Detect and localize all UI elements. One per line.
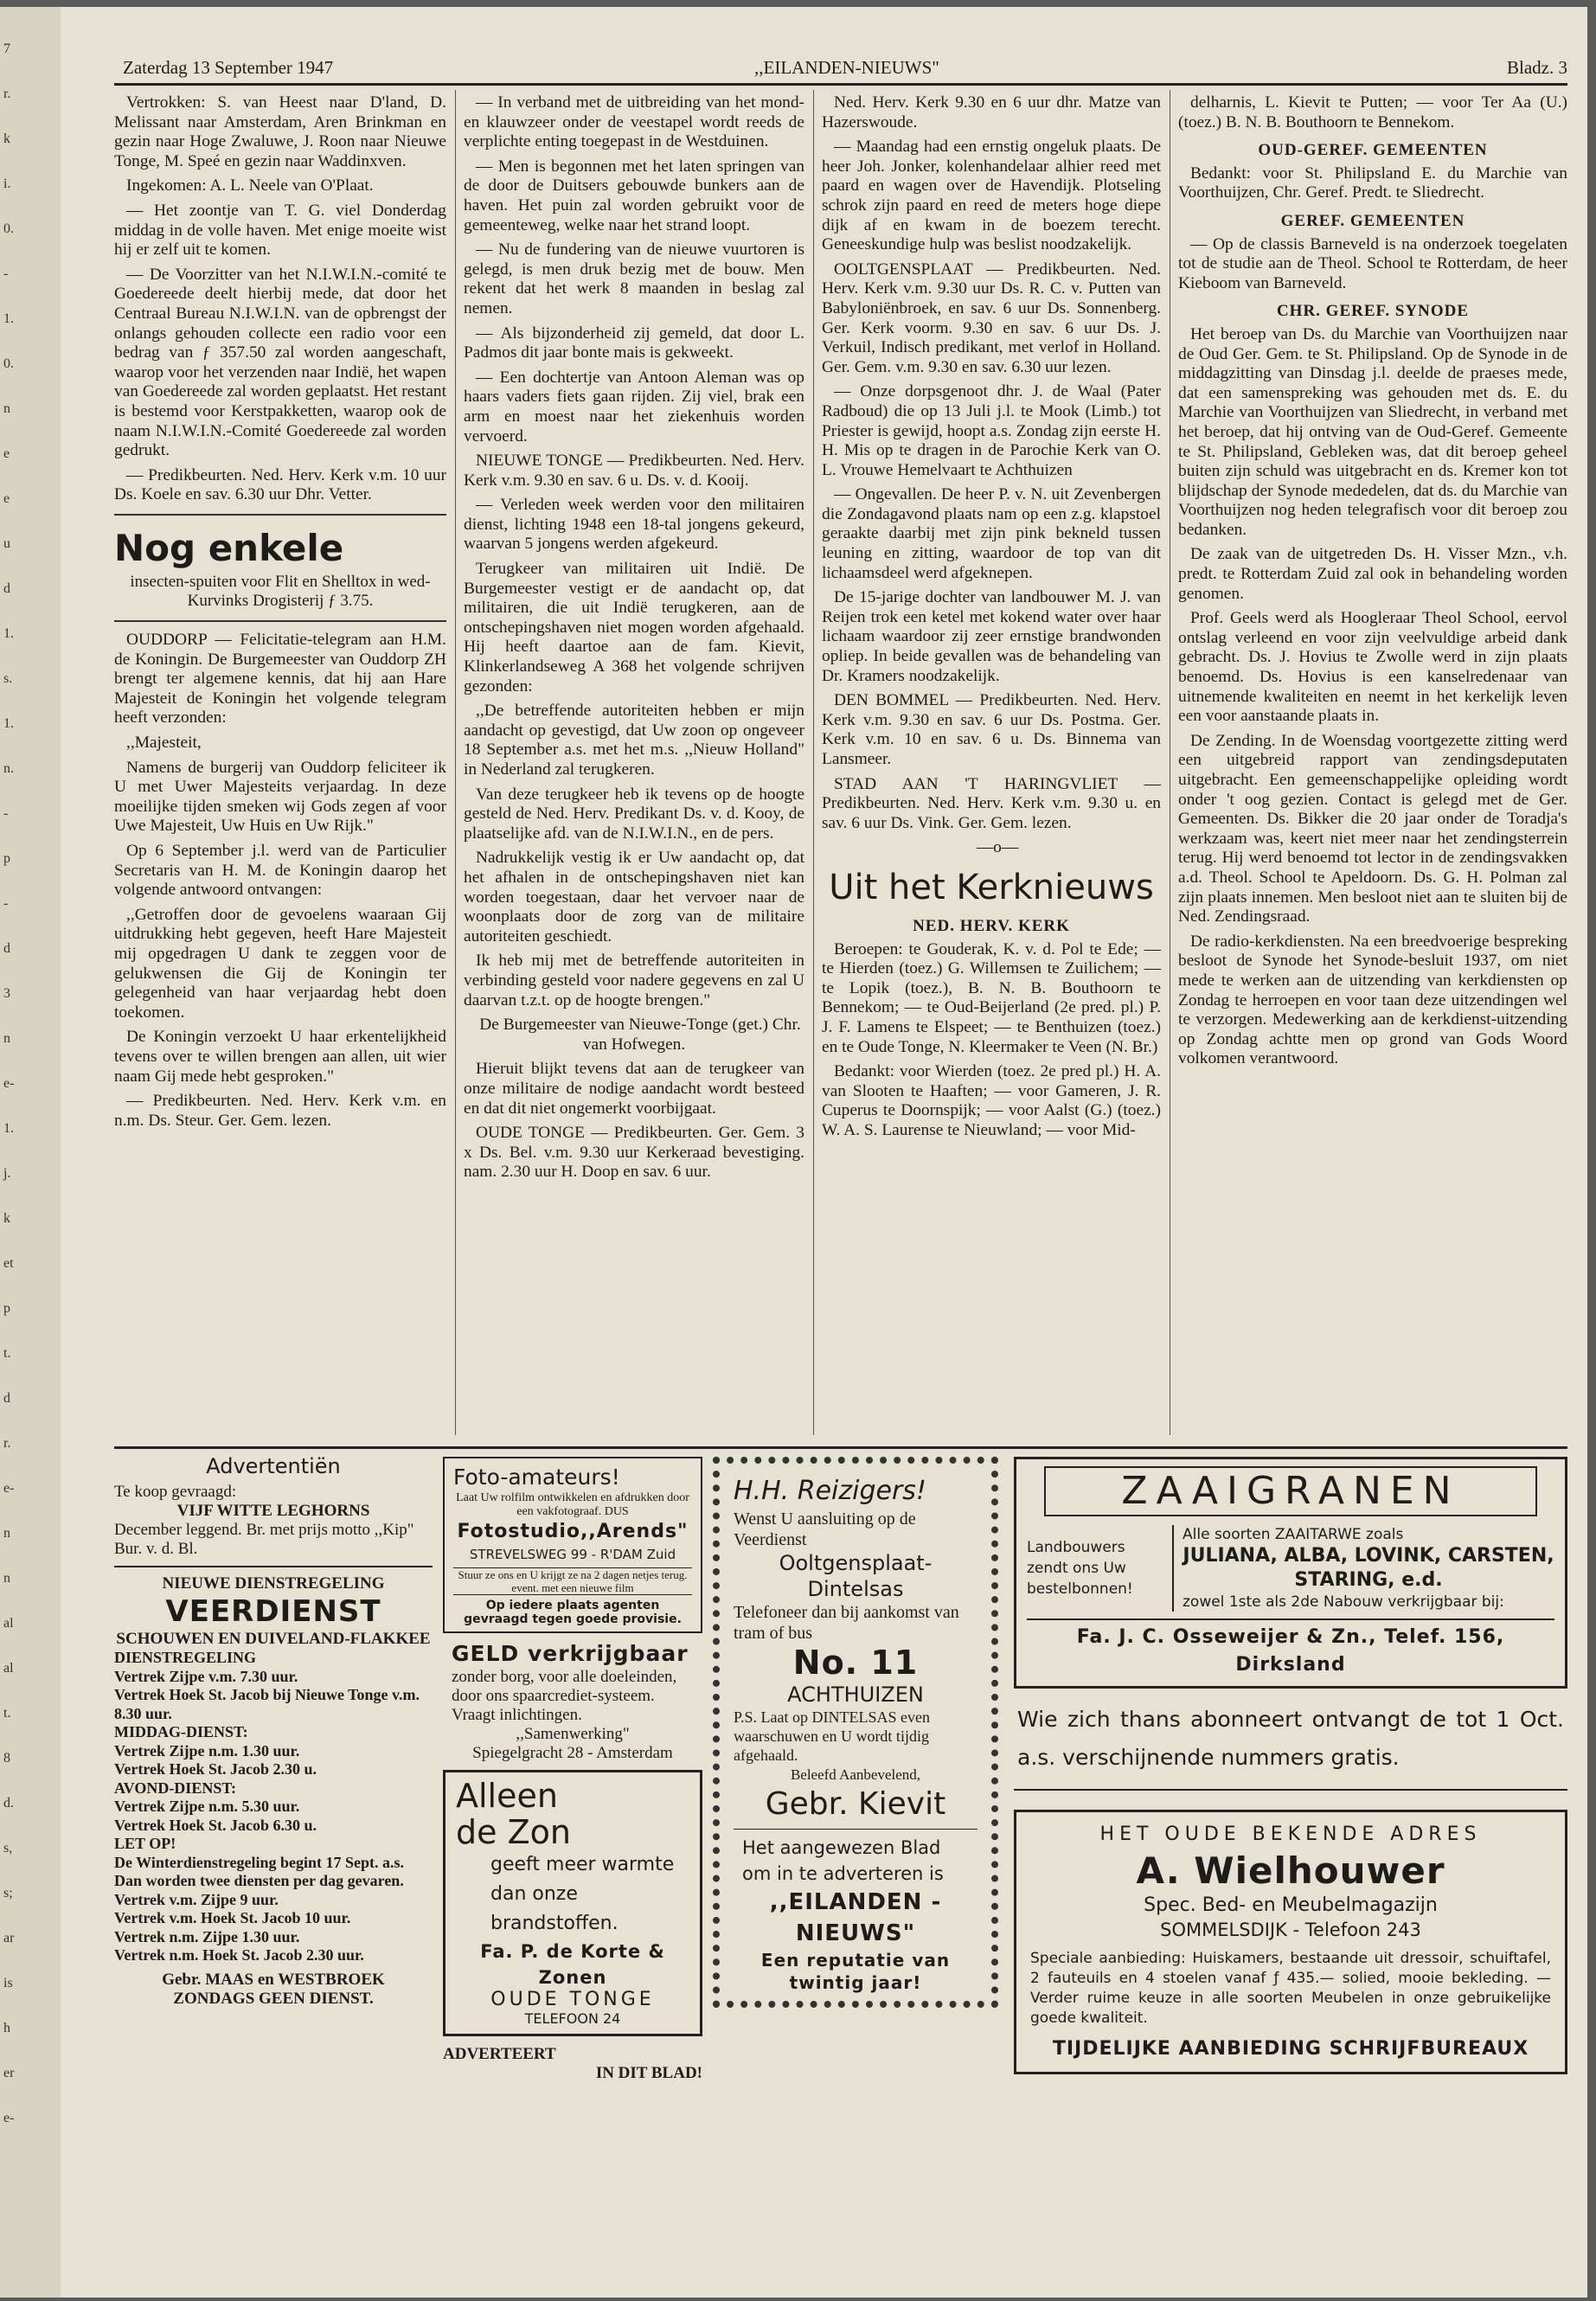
article-paragraph: — Als bijzonderheid zij gemeld, dat door L. Padmos dit jaar bonte mais is gekweekt. (464, 324, 804, 362)
ad-city: ACHTHUIZEN (787, 1682, 924, 1707)
article-paragraph: — Ongevallen. De heer P. v. N. uit Zevenbergen die Zondagavond plaats nam op een z.g. klapstoel geraakte daarbij met zijn pink bekneld tussen leuning en zitting, waardoor de top van dit lichaamsdeel werd afgeknepen. (822, 485, 1161, 582)
gutter-fragment: p (3, 851, 10, 866)
gutter-fragment: 3 (3, 986, 10, 1001)
gutter-fragment: h (3, 2021, 10, 2035)
article-paragraph: De zaak van de uitgetreden Ds. H. Visser Mzn., v.h. predt. te Rotterdam Zuid zal ook in behandeling worden genomen. (1178, 545, 1567, 603)
column-1 (114, 93, 446, 1136)
ad-footer: TIJDELIJKE AANBIEDING SCHRIJFBUREAUX (1052, 2038, 1529, 2060)
ad-text: Telefoneer dan bij aankomst van tram of bus (734, 1603, 959, 1643)
gutter-fragment: - (3, 806, 9, 821)
schedule-line: Vertrek Zijpe n.m. 5.30 uur. (114, 1798, 300, 1815)
article-paragraph: De 15-jarige dochter van landbouwer M. J. van Reijen trok een ketel met kokend water over haar lichaam waardoor zij zeer ernstige brandwonden opliep. In beide gevallen was de behandeling van Dr. Kramers noodzakelijk. (822, 588, 1161, 685)
classified-ads (114, 1454, 433, 2009)
article-paragraph: — Op de classis Barneveld is na onderzoek toegelaten tot de studie aan de Theol. School te Rotterdam, de heer Kieboom van Barneveld. (1178, 234, 1567, 292)
page-header (114, 52, 1567, 86)
ad-bold: JULIANA, ALBA, LOVINK, CARSTEN, STARING, e.d. (1183, 1545, 1554, 1591)
ad-city: SOMMELSDIJK - Telefoon 243 (1160, 1920, 1421, 1940)
schedule-line: AVOND-DIENST: (114, 1779, 236, 1797)
ad-note: Op iedere plaats agenten gevraagd tegen goede provisie. (464, 1599, 682, 1626)
article-paragraph: OUDE TONGE — Predikbeurten. Ger. Gem. 3 x Ds. Bel. v.m. 9.30 uur Kerkeraad bevestiging. nam. 2.30 uur H. Doop en sav. 6 uur. (464, 1124, 804, 1182)
article-paragraph: delharnis, L. Kievit te Putten; — voor Ter Aa (U.) (toez.) B. N. B. Bouthoorn te Bennekom. (1178, 93, 1567, 131)
ad-address: STREVELSWEG 99 - R'DAM Zuid (469, 1547, 676, 1562)
ad-slogan: Een reputatie van twintig jaar! (760, 1950, 951, 1993)
ad-title: HET OUDE BEKENDE ADRES (1099, 1823, 1482, 1845)
column-rule (813, 90, 814, 1435)
gutter-fragment: d (3, 581, 10, 596)
article-paragraph: Ned. Herv. Kerk 9.30 en 6 uur dhr. Matze van Hazerswoude. (822, 93, 1161, 131)
gutter-fragment: 0. (3, 221, 14, 236)
article-paragraph: ,,Getroffen door de gevoelens waaraan Gij uitdrukking hebt gegeven, heeft Hare Majesteit mij opgedragen U dank te zeggen voor de gelukwensen die Gij de Koningin ter gelegenheid van haar verjaardag hebt doen toekomen. (114, 905, 446, 1022)
gutter-fragment: u (3, 536, 10, 551)
zaaigranen-ad (1014, 1457, 1567, 1689)
article-paragraph: DEN BOMMEL — Predikbeurten. Ned. Herv. Kerk v.m. 9.30 en sav. 6 uur Ds. Postma. Ger. Kerk v.m. 10 en sav. 6 u. Ds. Binnema van Lansmeer. (822, 691, 1161, 768)
article-paragraph: Het beroep van Ds. du Marchie van Voorthuijzen naar de Oud Ger. Gem. te St. Philipsland. Op de Synode in de middagzitting van Dinsdag j.l. deelde de praeses mede, dat een samenspreking was gehouden met ds. E. du Marchie van Voorthuijzen van Sliedrecht, in verband met het beroep, dat hij ontving van de Oud-Geref. Gemeente te St. Philipsland, Gebleken was, dat dit beroep geheel buiten zijn schuld was uitgebracht en ds. Kremer kon tot blijdschap der Synode mededelen, dat ds. du Marchie van Voorthuijzen nog heden telegrafisch voor dit beroep zou bedanken. (1178, 324, 1567, 539)
zon-ad (443, 1770, 702, 2036)
article-paragraph: NIEUWE TONGE — Predikbeurten. Ned. Herv. Kerk v.m. 9.30 en sav. 6 u. Ds. v. d. Kooij. (464, 452, 804, 490)
ad-title: ZAAIGRANEN (1044, 1466, 1537, 1516)
gutter-fragment: 1. (3, 311, 14, 326)
schedule-line: Vertrek n.m. Zijpe 1.30 uur. (114, 1927, 300, 1945)
foto-ad (443, 1457, 702, 1633)
gutter-fragment: al (3, 1616, 14, 1631)
subsection-heading: GEREF. GEMEENTEN (1280, 211, 1465, 230)
ad-title: Alleen (456, 1777, 558, 1815)
gutter-fragment: er (3, 2066, 15, 2080)
article-paragraph: De Koningin verzoekt U haar erkentelijkheid tevens over te willen brengen aan allen, uit wier naam Gij mede hebt gesproken." (114, 1028, 446, 1086)
adjacent-page-edge (0, 7, 61, 2298)
article-paragraph: — Predikbeurten. Ned. Herv. Kerk v.m. en n.m. Ds. Steur. Ger. Gem. lezen. (114, 1092, 446, 1130)
article-paragraph: — Nu de fundering van de nieuwe vuurtoren is gelegd, is men druk bezig met de bouw. Men rekent dat het werk 8 maanden in beslag zal nemen. (464, 240, 804, 317)
article-paragraph: — De Voorzitter van het N.I.W.I.N.-comité te Goedereede deelt hierbij mede, dat door het Centraal Bureau N.I.W.I.N. van de opbrengst der onlangs gehouden collecte een radio voor een bedrag van ƒ 357.50 zal worden aangeschaft, waarop voor het verzenden naar Indië, het wapen van Goedereede zal worden geplaatst. Het restant is bestemd voor Kerstpakketten, waarop ook de naam N.I.W.I.N.-Comité Goedereede zal worden gedrukt. (114, 265, 446, 460)
ad-title: GELD verkrijgbaar (452, 1641, 689, 1666)
gutter-fragment: ar (3, 1931, 15, 1945)
gutter-fragment: j. (3, 1166, 11, 1181)
subsection-heading: NED. HERV. KERK (913, 916, 1070, 935)
article-paragraph: — Verleden week werden voor den militairen dienst, lichting 1948 een 18-tal jongens gekeurd, waarvan 5 jongens werden afgekeurd. (464, 496, 804, 554)
ad-title: Foto-amateurs! (453, 1465, 620, 1490)
gutter-fragment: 1. (3, 716, 14, 731)
gutter-fragment: d (3, 941, 10, 956)
subsection-heading: CHR. GEREF. SYNODE (1276, 302, 1470, 321)
ad-text: P.S. Laat op DINTELSAS even waarschuwen en U wordt tijdig afgehaald. (734, 1708, 930, 1764)
ad-text: Beleefd Aanbevelend, (790, 1766, 921, 1783)
ad-text: Landbouwers zendt ons Uw bestelbonnen! (1027, 1539, 1133, 1598)
ads-column-b (443, 1457, 702, 2083)
ad-text: Wenst U aansluiting op de Veerdienst (734, 1509, 916, 1549)
article-paragraph: Bedankt: voor Wierden (toez. 2e pred pl.) H. A. van Slooten te Haaften; — voor Gameren, J. R. Cuperus te Doornspijk; — voor Aalst (G.) (toez.) W. A. S. Laurense te Nieuwland; — voor Mid- (822, 1062, 1161, 1139)
gutter-fragment: 1. (3, 626, 14, 641)
gutter-fragment: e- (3, 2111, 15, 2125)
ad-note: Stuur ze ons en U krijgt ze na 2 dagen netjes terug. event. met een nieuwe film (453, 1567, 692, 1595)
article-paragraph: — In verband met de uitbreiding van het mond- en klauwzeer onder de veestapel wordt reeds de verplichte enting toegepast in de Westduinen. (464, 93, 804, 151)
schedule-line: DIENSTREGELING (114, 1649, 257, 1666)
gutter-fragment: is (3, 1976, 13, 1990)
article-paragraph: Prof. Geels werd als Hoogleraar Theol School, eervol ontslag verleend en voor zijn veelvuldige arbeid dank gebracht. Ds. J. Hovius te Zwolle werd in zijn plaats benoemd. Ds. Hovius is een kanselredenaar van uitnemende kwaliteiten en neemt in het kerkelijk leven een voor aanstaande plaats in. (1178, 609, 1567, 726)
column-2 (464, 93, 804, 1188)
gutter-fragment: n (3, 1031, 10, 1046)
schedule-line: Vertrek Zijpe n.m. 1.30 uur. (114, 1741, 300, 1759)
gutter-fragment: i. (3, 176, 11, 191)
gutter-fragment: 8 (3, 1751, 10, 1766)
section-separator: —o— (976, 838, 1019, 857)
ad-text: Het aangewezen Blad om in te adverteren is (742, 1837, 944, 1884)
schedule-line: Vertrek Hoek St. Jacob 2.30 u. (114, 1760, 317, 1778)
article-paragraph: — Het zoontje van T. G. viel Donderdag middag in de volle haven. Met enige moeite wist hij er zelf uit te komen. (114, 201, 446, 260)
subscription-notice: Wie zich thans abonneert ontvangt de tot 1 Oct. a.s. verschijnende nummers gratis. (1014, 1689, 1567, 1791)
ad-text: Laat Uw rolfilm ontwikkelen en afdrukken door een vakfotograaf. DUS (456, 1491, 689, 1518)
article-paragraph: Van deze terugkeer heb ik tevens op de hoogte gesteld de Ned. Herv. Predikant Ds. v. d. Kooy, de plaatselijke afd. van de N.I.W.I.N., en de pers. (464, 785, 804, 843)
ad-footer: ZONDAGS GEEN DIENST. (173, 1989, 374, 2008)
article-paragraph: OUDDORP — Felicitatie-telegram aan H.M. de Koningin. De Burgemeester van Ouddorp ZH brengt ter algemene kennis, dat hij aan Hare Majesteit de Koningin het volgende telegram heeft verzonden: (114, 631, 446, 727)
ad-phone: TELEFOON 24 (524, 2010, 621, 2027)
ad-text: Te koop gevraagd: (114, 1483, 237, 1501)
gutter-fragment: al (3, 1661, 14, 1676)
gutter-fragment: e (3, 491, 10, 506)
gutter-fragment: s, (3, 1841, 13, 1856)
reizigers-ad (713, 1457, 998, 2008)
newspaper-page (61, 7, 1587, 2298)
article-paragraph: — Men is begonnen met het laten springen van de door de Duitsers gebouwde bunkers aan de haven. Het puin zal worden gebruikt voor de gemeenteweg, welke naar het strand loopt. (464, 157, 804, 234)
ad-title: Advertentiën (206, 1454, 341, 1478)
gutter-fragment: - (3, 266, 9, 281)
ad-footer: IN DIT BLAD! (595, 2064, 702, 2082)
schedule-line: Vertrek n.m. Hoek St. Jacob 2.30 uur. (114, 1946, 364, 1964)
ad-text: geeft meer warmte dan onze brandstoffen. (490, 1854, 675, 1934)
ad-subtitle: OUDE TONGE (490, 1989, 655, 2010)
ad-place: Ooltgensplaat-Dintelsas (779, 1551, 933, 1601)
gutter-fragment: t. (3, 1346, 11, 1361)
article-paragraph: — Predikbeurten. Ned. Herv. Kerk v.m. 10 uur Ds. Koele en sav. 6.30 uur Dhr. Vetter. (114, 465, 446, 504)
ads-divider (114, 1446, 1567, 1449)
ad-name: ,,EILANDEN - NIEUWS" (769, 1889, 942, 1946)
gutter-fragment: e (3, 446, 10, 461)
schedule-list (114, 1649, 433, 1965)
gutter-fragment: k (3, 131, 10, 146)
ad-name: Fa. P. de Korte & Zonen (480, 1941, 665, 1988)
ad-title: de Zon (456, 1813, 571, 1851)
ad-subtitle: SCHOUWEN EN DUIVELAND-FLAKKEE (116, 1630, 431, 1648)
article-paragraph: Ik heb mij met de betreffende autoriteiten in verbinding gesteld voor nadere gegevens en zal U daarvan t.z.t. op de hoogte brengen." (464, 952, 804, 1009)
ad-text: zonder borg, voor alle doeleinden, door ons spaarcrediet-systeem. Vraagt inlichtingen. (452, 1668, 677, 1724)
gutter-fragment: n. (3, 761, 14, 776)
gutter-fragment: 7 (3, 42, 10, 56)
ads-column-c (713, 1457, 998, 2008)
wielhouwer-ad (1014, 1810, 1567, 2074)
ad-text: Speciale aanbieding: Huiskamers, bestaande uit dressoir, schuiftafel, 2 fauteuils en 4 stoelen vanaf ƒ 435.— solied, mooie bekleding. — Verder ruime keuze in alle soorten Meubelen in onze gebruikelijke goede kwaliteit. (1030, 1950, 1551, 2027)
ad-heading: NIEUWE DIENSTREGELING (162, 1574, 385, 1593)
ad-name: ,,Samenwerking" (516, 1725, 630, 1743)
article-paragraph: De radio-kerkdiensten. Na een breedvoerige bespreking besloot de Synode het Synode-besluit 1937, om niet mede te werken aan de uitzending van kerkdiensten op Zondag te herroepen en voor taan deze uitzendingen wel te verzorgen. Medewerking aan de kerkdienst-uitzending op Zondag achtte men op grond van Gods Woord volkomen verantwoord. (1178, 932, 1567, 1068)
article-paragraph: OOLTGENSPLAAT — Predikbeurten. Ned. Herv. Kerk v.m. 9.30 uur Ds. R. C. v. Putten van Babyloniënbroek, en sav. 6 uur Ds. Sonnenberg. Ger. Kerk voorm. 9.30 en sav. 6 uur Ds. J. Verkuil, Indisch predikant, met verlof in Holland. Ger. Gem. v.m. 9.30 en sav. 6.30 uur lezen. (822, 260, 1161, 376)
geld-ad (443, 1633, 702, 1770)
ad-bold: VIJF WITTE LEGHORNS (176, 1502, 370, 1520)
schedule-line: Vertrek v.m. Zijpe 9 uur. (114, 1890, 279, 1908)
article-paragraph: STAD AAN 'T HARINGVLIET — Predikbeurten. Ned. Herv. Kerk v.m. 9.30 u. en sav. 6 uur Ds. Vink. Ger. Gem. lezen. (822, 774, 1161, 832)
article-paragraph: Ingekomen: A. L. Neele van O'Plaat. (126, 176, 374, 195)
divider (114, 514, 446, 516)
subsection-heading: OUD-GEREF. GEMEENTEN (1258, 141, 1488, 160)
article-paragraph: — Onze dorpsgenoot dhr. J. de Waal (Pater Radboud) die op 13 Juli j.l. te Mook (Limb.) tot Priester is gewijd, hoopt a.s. Zondag zijn eerste H. H. Mis op te dragen in de Parochie Kerk van O. L. Vrouwe Hemelvaart te Achthuizen (822, 382, 1161, 479)
ad-text: December leggend. Br. met prijs motto ,,Kip" Bur. v. d. Bl. (114, 1521, 414, 1558)
ad-name: A. Wielhouwer (1136, 1849, 1445, 1892)
ad-text: zowel 1ste als 2de Nabouw verkrijgbaar bij: (1183, 1593, 1504, 1611)
schedule-line: MIDDAG-DIENST: (114, 1723, 248, 1740)
ad-subtitle: Spec. Bed- en Meubelmagazijn (1144, 1894, 1438, 1916)
ad-footer: Fa. J. C. Osseweijer & Zn., Telef. 156, Dirksland (1027, 1618, 1554, 1679)
column-3 (822, 93, 1161, 1146)
article-paragraph: Op 6 September j.l. werd van de Particulier Secretaris van H. M. de Koningin daarop het volgende antwoord ontvangen: (114, 842, 446, 900)
ad-text: insecten-spuiten voor Flit en Shelltox in wed-Kurvinks Drogisterij ƒ 3.75. (130, 572, 431, 611)
gutter-fragment: 0. (3, 356, 14, 371)
gutter-fragment: n (3, 1571, 10, 1586)
ad-footer: Gebr. MAAS en WESTBROEK (162, 1970, 385, 1989)
ad-footer: ADVERTEERT (443, 2045, 556, 2063)
article-paragraph: Terugkeer van militairen uit Indië. De Burgemeester vestigt er de aandacht op, dat militairen, die uit Indië terugkeren, aan de ontschepingshaven niet mogen worden afgehaald. Hij heeft daartoe aan de fam. Kievit, Klinkerlandseweg A 368 het volgende schrijven gezonden: (464, 560, 804, 695)
gutter-fragment: r. (3, 87, 11, 101)
divider (114, 620, 446, 622)
gutter-fragment: - (3, 896, 9, 911)
article-paragraph: Nadrukkelijk vestig ik er Uw aandacht op, dat het afhalen in de ontschepingshaven niet kan worden toegestaan, daar het vervoer naar de woonplaats door de zorg van de militaire autoriteiten geschiedt. (464, 849, 804, 945)
gutter-fragment: t. (3, 1706, 11, 1721)
ad-name: Gebr. Kievit (765, 1786, 946, 1822)
gutter-fragment: e- (3, 1481, 15, 1496)
header-page-number: Bladz. 3 (1507, 57, 1567, 78)
article-paragraph: Vertrokken: S. van Heest naar D'land, D. Melissant naar Amsterdam, Aren Brinkman en gezin naar Hoge Zwaluwe, J. Roon naar Nieuwe Tonge, M. Speé en gezin naar Waddinxven. (114, 93, 446, 170)
ad-headline: Nog enkele (114, 526, 344, 569)
schedule-line: De Winterdienstregeling begint 17 Sept. a.s. Dan worden twee diensten per dag gevaren. (114, 1853, 405, 1889)
column-4 (1178, 93, 1567, 1074)
article-signature: De Burgemeester van Nieuwe-Tonge (get.) Chr. van Hofwegen. (479, 1016, 801, 1054)
article-paragraph: — Maandag had een ernstig ongeluk plaats. De heer Joh. Jonker, kolenhandelaar alhier reed met paard en wagen over de Havendijk. Plotseling schrok zijn paard en reed de meters hoge diepe dijk af en kwam in de boezem terecht. Geneeskundige hulp was beslist noodzakelijk. (822, 138, 1161, 254)
ad-address: Spiegelgracht 28 - Amsterdam (472, 1744, 673, 1762)
gutter-fragment: p (3, 1301, 10, 1316)
article-paragraph: Hieruit blijkt tevens dat aan de terugkeer van onze militaire de nodige aandacht wordt besteed en dat dit niet ongemerkt voorbijgaat. (464, 1060, 804, 1118)
gutter-fragment: s. (3, 671, 13, 686)
column-rule (455, 90, 456, 1435)
gutter-fragment: r. (3, 1436, 11, 1451)
header-date: Zaterdag 13 September 1947 (123, 57, 334, 78)
gutter-fragment: d (3, 1391, 10, 1406)
schedule-line: Vertrek v.m. Hoek St. Jacob 10 uur. (114, 1909, 351, 1926)
gutter-fragment: e- (3, 1076, 15, 1091)
section-heading: Uit het Kerknieuws (829, 867, 1154, 907)
gutter-fragment: s; (3, 1886, 13, 1900)
ad-number: No. 11 (792, 1644, 919, 1682)
header-paper-name: ,,EILANDEN-NIEUWS" (754, 57, 939, 78)
article-paragraph: De Zending. In de Woensdag voortgezette zitting werd een uitgebreid rapport van zendingsdeputaten uitgebracht. Een gemeenschappelijke opleiding wordt onder 't oog gezien. Contact is gelegd met de Ger. Gemeenten. Ds. Bikker die 20 jaar onder de Toradja's werkzaam was, keert niet meer naar het zendingsterrein terug. Hij werd benoemd tot lector in de zendingsvakken a.d. Theol. School te Apeldoorn. Ds. G. H. Polman zal zijn plaats innemen. Men besloot niet aan te sluiten bij de Ned. Zendingsraad. (1178, 731, 1567, 926)
article-paragraph: Beroepen: te Gouderak, K. v. d. Pol te Ede; — te Hierden (toez.) G. Willemsen te Zuilichem; — te Lopik (toez.), B. N. B. Bouthoorn te Bennekom; — te Oud-Beijerland (2e pred. pl.) P. J. F. Lamens te Elspeet; — te Benthuizen (toez.) en te Oude Tonge, N. Kleermaker te Veen (N. Br.) (822, 939, 1161, 1056)
article-paragraph: Bedankt: voor St. Philipsland E. du Marchie van Voorthuijzen, Chr. Geref. Predt. te Sliedrecht. (1178, 163, 1567, 202)
gutter-fragment: 1. (3, 1121, 14, 1136)
gutter-fragment: d. (3, 1796, 14, 1811)
article-paragraph: ,,De betreffende autoriteiten hebben er mijn aandacht op gevestigd, dat Uw zoon op ongeveer 18 September a.s. met het m.s. ,,Nieuw Holland" in Nederland zal terugkeren. (464, 702, 804, 779)
article-paragraph: ,,Majesteit, (126, 734, 202, 753)
schedule-line: LET OP! (114, 1835, 176, 1852)
ad-text: Alle soorten ZAAITARWE zoals (1183, 1526, 1404, 1543)
gutter-fragment: n (3, 401, 10, 416)
article-paragraph: Namens de burgerij van Ouddorp feliciteer ik U met Uwer Majesteits verjaardag. In deze moeilijke tijden smeken wij Gods zegen af voor Uwe Majesteit, Uw Huis en Uw Rijk." (114, 758, 446, 836)
gutter-fragment: k (3, 1211, 10, 1226)
ads-column-d (1014, 1457, 1567, 2074)
ad-title: H.H. Reizigers! (734, 1476, 926, 1506)
ad-name: Fotostudio,,Arends" (457, 1521, 689, 1542)
schedule-line: Vertrek Zijpe v.m. 7.30 uur. (114, 1667, 298, 1685)
article-paragraph: — Een dochtertje van Antoon Aleman was op haars vaders fiets gaan rijden. Zij viel, brak een arm en moest naar het ziekenhuis worden vervoerd. (464, 368, 804, 445)
schedule-line: Vertrek Hoek St. Jacob bij Nieuwe Tonge v.m. 8.30 uur. (114, 1686, 420, 1722)
gutter-fragment: et (3, 1256, 14, 1271)
schedule-line: Vertrek Hoek St. Jacob 6.30 u. (114, 1816, 317, 1834)
gutter-fragment: n (3, 1526, 10, 1541)
ad-big-title: VEERDIENST (165, 1594, 381, 1629)
